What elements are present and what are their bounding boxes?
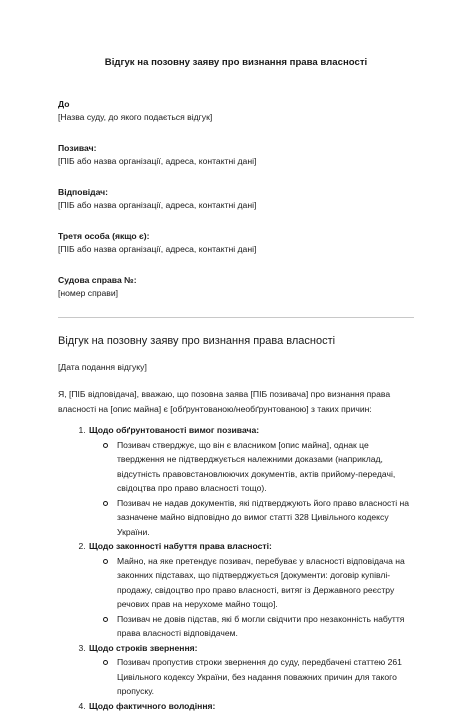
reason-title: Щодо строків звернення: [89,643,198,653]
reason-title: Щодо законності набуття права власності: [89,541,272,551]
reason-points [89,438,414,540]
field-label: Третя особа (якщо є): [58,231,414,242]
field-value: [Назва суду, до якого подається відгук] [58,111,414,123]
intro-paragraph: Я, [ПІБ відповідача], вважаю, що позовна заява [ПІБ позивача] про визнання права власності на [опис майна] є [обґрунтованою/необґрунтованою] з таких причин: [58,387,414,416]
field-court [58,99,414,123]
field-defendant [58,187,414,211]
section-divider [58,317,414,318]
section-title: Відгук на позовну заяву про визнання права власності [58,334,414,348]
field-label: До [58,99,414,110]
field-plaintiff [58,143,414,167]
field-third-party [58,231,414,255]
reason-point: Позивач стверджує, що він є власником [опис майна], однак це твердження не підтверджується належними доказами (наприклад, відсутність правовстановлюючих документів, актів прийому-передачі, свідоцтва про право власності тощо). [117,438,414,496]
reason-title: Щодо обґрунтованості вимог позивача: [89,425,259,435]
reason-points [89,655,414,699]
reason-point: Позивач не довів підстав, які б могли свідчити про незаконність набуття права власності відповідачем. [117,612,414,641]
reason-point: Позивач пропустив строки звернення до суду, передбачені статтею 261 Цивільного кодексу України, без надання поважних причин для такого пропуску. [117,655,414,699]
reason-item [88,423,414,539]
field-label: Судова справа №: [58,275,414,286]
date-placeholder: [Дата подання відгуку] [58,361,414,373]
field-value: [ПІБ або назва організації, адреса, контактні дані] [58,199,414,211]
field-value: [номер справи] [58,287,414,299]
reason-item [88,539,414,641]
reason-points [89,554,414,641]
field-label: Відповідач: [58,187,414,198]
field-label: Позивач: [58,143,414,154]
field-value: [ПІБ або назва організації, адреса, контактні дані] [58,243,414,255]
document-title: Відгук на позовну заяву про визнання права власності [58,0,414,69]
reason-title: Щодо фактичного володіння: [89,701,215,711]
reason-point: Майно, на яке претендує позивач, перебуває у власності відповідача на законних підставах, що підтверджується [документи: договір купівлі-продажу, свідоцтво про право власності, витяг із Державного реєстру речових прав на нерухоме майно тощо]. [117,554,414,612]
field-case-number [58,275,414,299]
field-value: [ПІБ або назва організації, адреса, контактні дані] [58,155,414,167]
reason-point: Позивач не надав документів, які підтверджують його право власності на зазначене майно відповідно до вимог статті 328 Цивільного кодексу України. [117,496,414,540]
reason-item [88,699,414,713]
